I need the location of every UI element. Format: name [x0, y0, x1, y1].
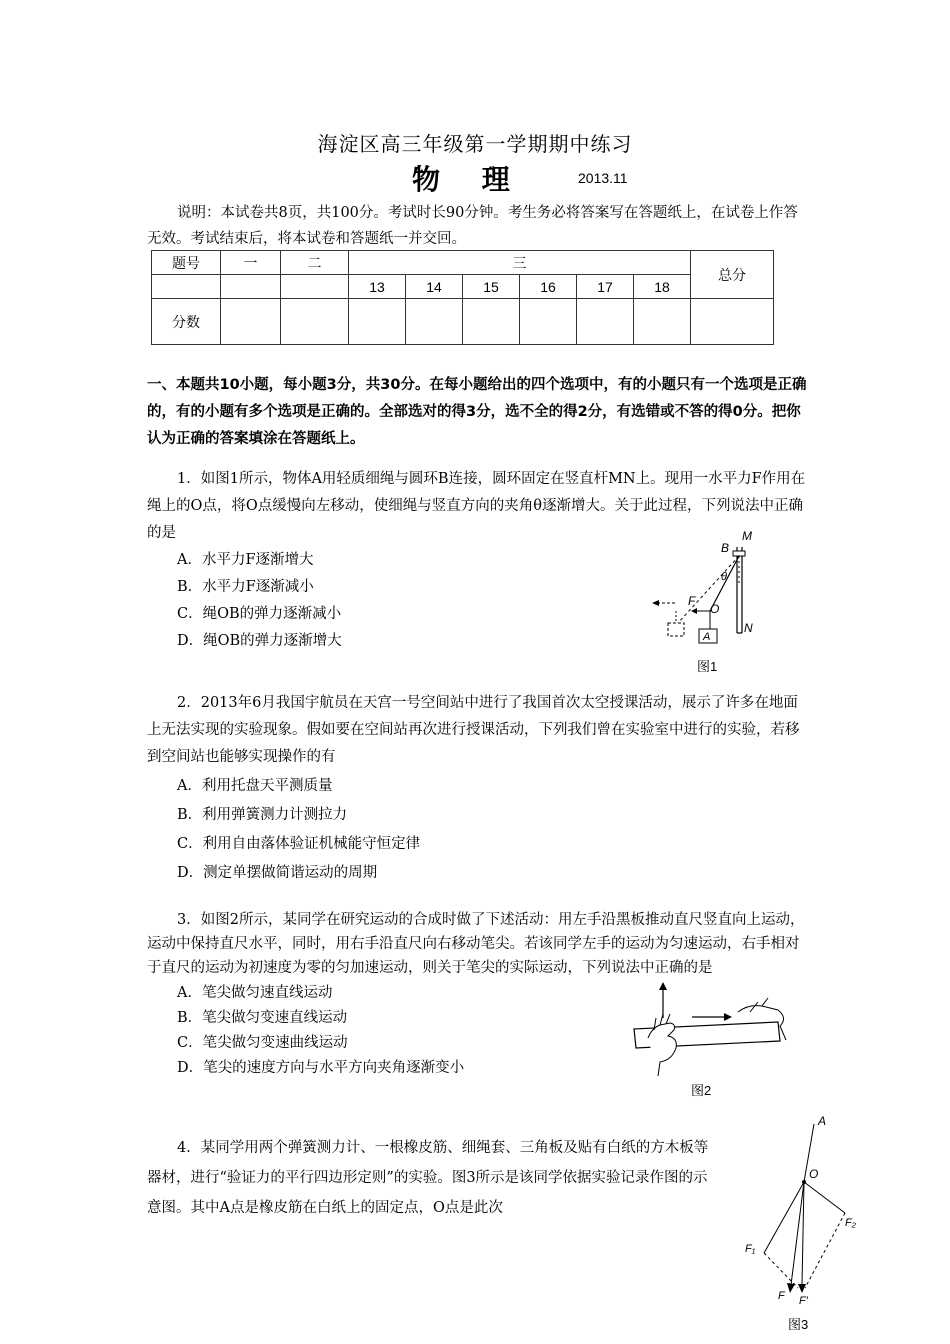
label-a: A — [703, 631, 711, 643]
option-b: B．利用弹簧测力计测拉力 — [177, 807, 348, 823]
option-d: D．测定单摆做简谐运动的周期 — [177, 865, 378, 881]
figure-2 — [630, 978, 795, 1078]
row-label-score: 分数 — [152, 299, 221, 345]
label-n: N — [744, 621, 753, 635]
exam-instructions: 说明：本试卷共8页，共100分。考试时长90分钟。考生务必将答案写在答题纸上，在试卷上作答无效。考试结束后，将本试卷和答题纸一并交回。 — [147, 205, 798, 247]
row-label-number: 题号 — [152, 251, 221, 275]
col-16: 16 — [520, 275, 577, 299]
question-stem: 2．2013年6月我国宇航员在天宫一号空间站中进行了我国首次太空授课活动，展示了许多在地面上无法实现的实验现象。假如要在空间站再次进行授课活动，下列我们曾在实验室中进行的实验，若移到空间站也能够实现操作的有 — [147, 695, 800, 765]
question-2 — [147, 690, 810, 887]
option-d: D．绳OB的弹力逐渐增大 — [177, 633, 342, 649]
figure-2-caption: 图2 — [691, 1083, 712, 1098]
figure-3 — [735, 1110, 865, 1325]
col-total: 总分 — [691, 251, 774, 299]
col-18: 18 — [634, 275, 691, 299]
label-a: A — [818, 1114, 827, 1128]
label-o: O — [809, 1167, 819, 1181]
col-part-1: 一 — [221, 251, 281, 275]
option-a: A．利用托盘天平测质量 — [177, 778, 333, 794]
exam-date: 2013.11 — [578, 170, 628, 186]
option-c: C．绳OB的弹力逐渐减小 — [177, 606, 342, 622]
label-o: O — [710, 602, 720, 616]
option-b: B．水平力F逐渐减小 — [177, 579, 314, 595]
label-f: F — [778, 1290, 785, 1302]
figure-3-caption: 图3 — [788, 1317, 809, 1332]
score-table — [151, 250, 774, 345]
label-theta: θ — [721, 571, 727, 583]
label-f1: F₁ — [745, 1243, 756, 1255]
section-1-instruction: 一、本题共10小题，每小题3分，共30分。在每小题给出的四个选项中，有的小题只有一个选项是正确的，有的小题有多个选项是正确的。全部选对的得3分，选不全的得2分，有选错或不答的得0分。把你认为正确的答案填涂在答题纸上。 — [147, 377, 807, 447]
option-a: A．笔尖做匀速直线运动 — [177, 985, 333, 1001]
label-m: M — [742, 529, 752, 543]
label-f2: F₂ — [845, 1217, 856, 1229]
col-15: 15 — [463, 275, 520, 299]
figure-1-caption: 图1 — [697, 659, 718, 674]
col-part-2: 二 — [281, 251, 349, 275]
col-17: 17 — [577, 275, 634, 299]
col-14: 14 — [406, 275, 463, 299]
question-stem: 3．如图2所示，某同学在研究运动的合成时做了下述活动：用左手沿黑板推动直尺竖直向上运动，运动中保持直尺水平，同时，用右手沿直尺向右移动笔尖。若该同学左手的运动为匀速运动，右手相对于直尺的运动为初速度为零的匀加速运动，则关于笔尖的实际运动，下列说法中正确的是 — [147, 912, 805, 976]
figure-1 — [640, 525, 760, 675]
option-c: C．利用自由落体验证机械能守恒定律 — [177, 836, 421, 852]
subject-title: 物 理 — [412, 163, 526, 196]
option-a: A．水平力F逐渐增大 — [177, 552, 314, 568]
option-d: D．笔尖的速度方向与水平方向夹角逐渐变小 — [177, 1060, 465, 1076]
label-b: B — [721, 541, 730, 555]
label-f-prime: F′ — [799, 1295, 808, 1307]
question-stem: 4．某同学用两个弹簧测力计、一根橡皮筋、细绳套、三角板及贴有白纸的方木板等器材，进行“验证力的平行四边形定则”的实验。图3所示是该同学依据实验记录作图的示意图。其中A点是橡皮筋在白纸上的固定点，O点是此次 — [147, 1140, 709, 1216]
exam-title: 海淀区高三年级第一学期期中练习 — [317, 132, 633, 156]
question-4 — [147, 1133, 722, 1223]
question-stem: 1．如图1所示，物体A用轻质细绳与圆环B连接，圆环固定在竖直杆MN上。现用一水平力F作用在绳上的O点，将O点缓慢向左移动，使细绳与竖直方向的夹角θ逐渐增大。关于此过程，下列说法中正确的是 — [147, 471, 806, 541]
label-f: F — [688, 594, 696, 608]
col-part-3: 三 — [349, 251, 691, 275]
option-b: B．笔尖做匀变速直线运动 — [177, 1010, 348, 1026]
col-13: 13 — [349, 275, 406, 299]
option-c: C．笔尖做匀变速曲线运动 — [177, 1035, 348, 1051]
